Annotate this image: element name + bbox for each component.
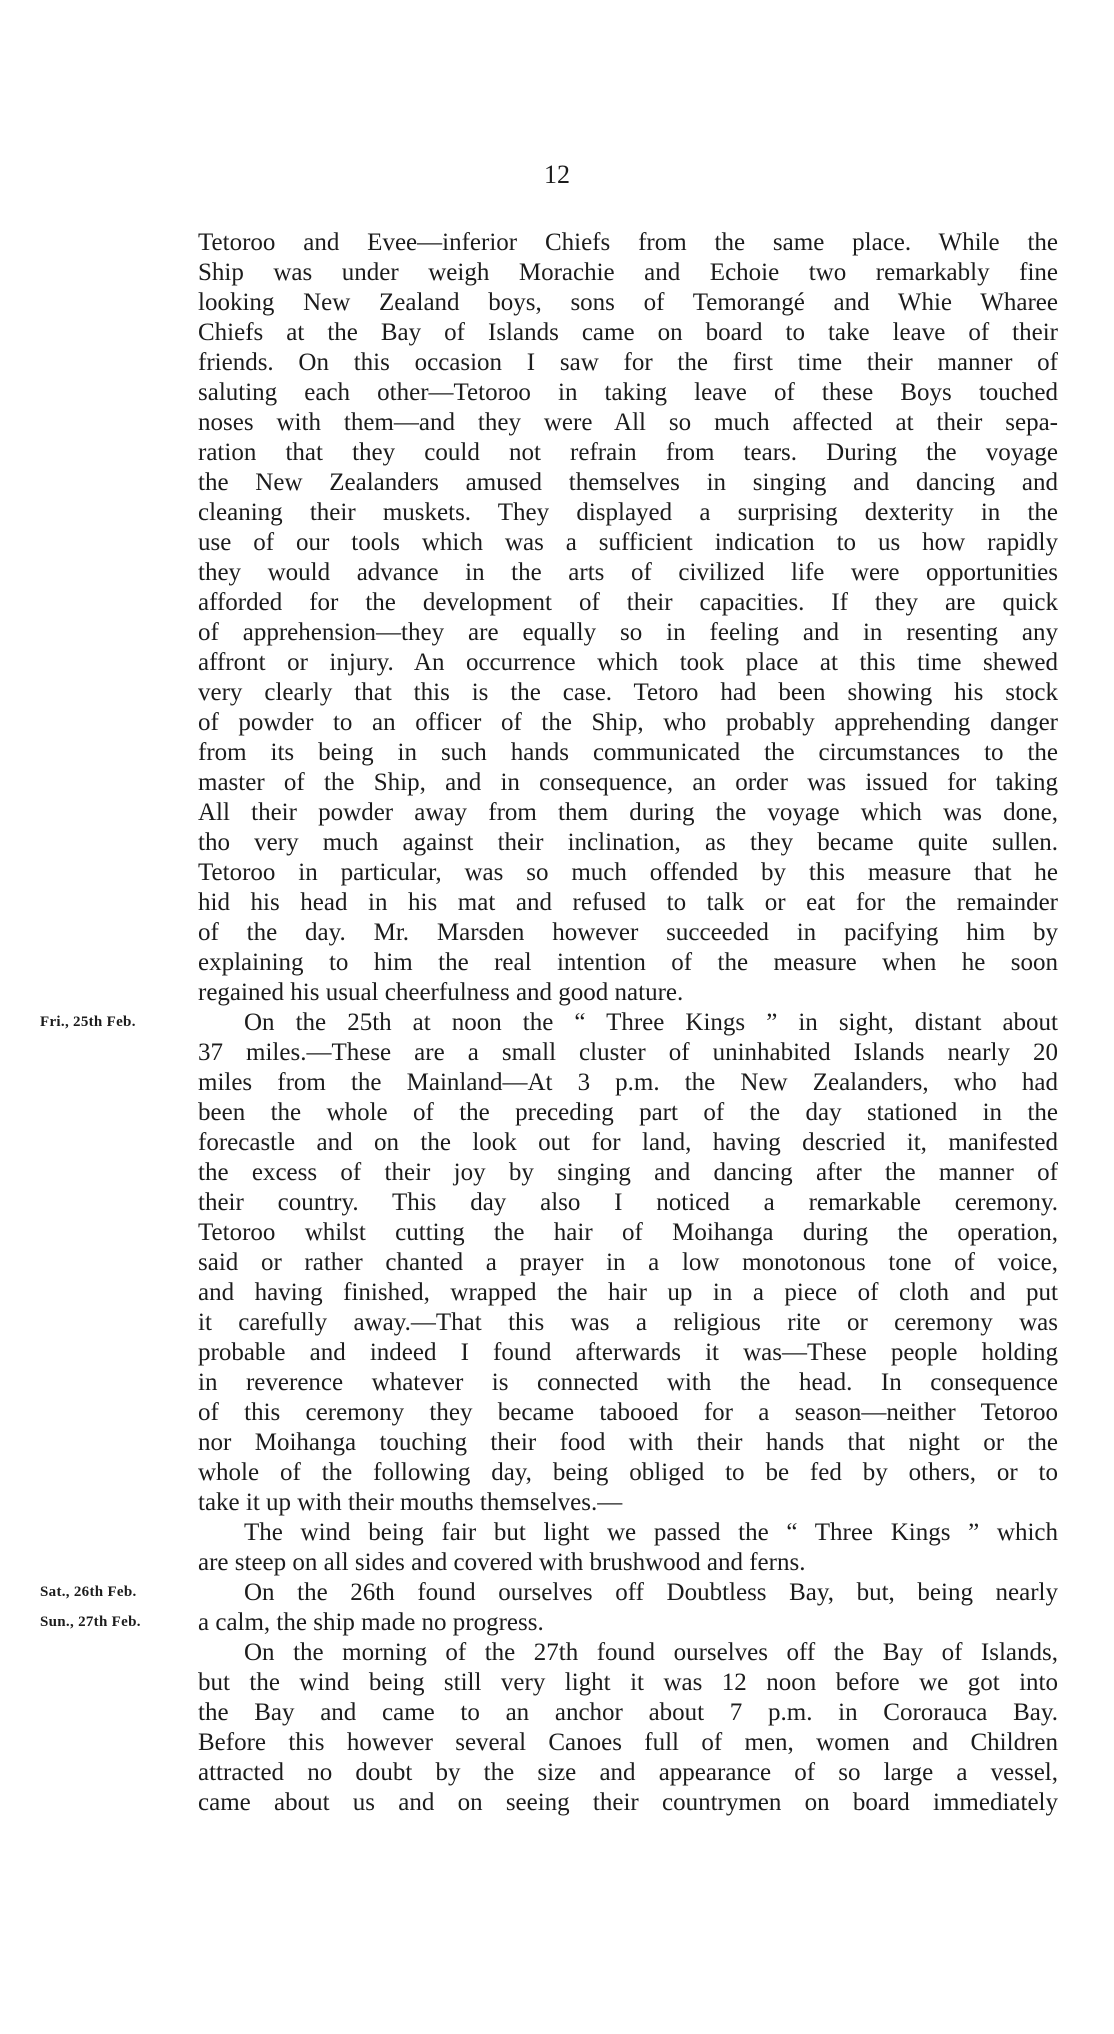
text-line: their country. This day also I noticed a remarkable ceremony. (198, 1189, 1058, 1216)
text-line: been the whole of the preceding part of the day stationed in the (198, 1099, 1058, 1126)
text-line: from its being in such hands communicated the circumstances to the (198, 739, 1058, 766)
text-line: hid his head in his mat and refused to talk or eat for the remainder (198, 889, 1058, 916)
text-line: On the morning of the 27th found ourselves off the Bay of Islands, (244, 1639, 1058, 1666)
text-line: in reverence whatever is connected with the head. In consequence (198, 1369, 1058, 1396)
text-line: tho very much against their inclination, as they became quite sullen. (198, 829, 1058, 856)
text-line: of this ceremony they became tabooed for a season—neither Tetoroo (198, 1399, 1058, 1426)
text-line: and having finished, wrapped the hair up in a piece of cloth and put (198, 1279, 1058, 1306)
text-line: said or rather chanted a prayer in a low monotonous tone of voice, (198, 1249, 1058, 1276)
text-line: Before this however several Canoes full of men, women and Children (198, 1729, 1058, 1756)
text-line: forecastle and on the look out for land, having descried it, manifested (198, 1129, 1058, 1156)
margin-date-note: Sat., 26th Feb. (40, 1584, 137, 1600)
text-line: The wind being fair but light we passed the “ Three Kings ” which (244, 1519, 1058, 1546)
text-line: On the 26th found ourselves off Doubtless Bay, but, being nearly (244, 1579, 1058, 1606)
text-line: but the wind being still very light it was 12 noon before we got into (198, 1669, 1058, 1696)
text-line: the Bay and came to an anchor about 7 p.m. in Cororauca Bay. (198, 1699, 1058, 1726)
text-line: master of the Ship, and in consequence, an order was issued for taking (198, 769, 1058, 796)
text-line: noses with them—and they were All so much affected at their sepa- (198, 409, 1058, 436)
text-line: Chiefs at the Bay of Islands came on board to take leave of their (198, 319, 1058, 346)
text-line: miles from the Mainland—At 3 p.m. the New Zealanders, who had (198, 1069, 1058, 1096)
text-line: nor Moihanga touching their food with their hands that night or the (198, 1429, 1058, 1456)
text-line: a calm, the ship made no progress. (198, 1609, 544, 1636)
text-line: use of our tools which was a sufficient indication to us how rapidly (198, 529, 1058, 556)
text-line: Tetoroo and Evee—inferior Chiefs from the same place. While the (198, 229, 1058, 256)
text-line: came about us and on seeing their countrymen on board immediately (198, 1789, 1058, 1816)
text-line: of the day. Mr. Marsden however succeeded in pacifying him by (198, 919, 1058, 946)
text-line: friends. On this occasion I saw for the first time their manner of (198, 349, 1058, 376)
text-line: 37 miles.—These are a small cluster of uninhabited Islands nearly 20 (198, 1039, 1058, 1066)
text-line: are steep on all sides and covered with brushwood and ferns. (198, 1549, 806, 1576)
text-line: very clearly that this is the case. Tetoro had been showing his stock (198, 679, 1058, 706)
body-text (198, 228, 1058, 1818)
text-line: On the 25th at noon the “ Three Kings ” in sight, distant about (244, 1009, 1058, 1036)
text-line: Tetoroo in particular, was so much offended by this measure that he (198, 859, 1058, 886)
margin-date-note: Fri., 25th Feb. (40, 1014, 136, 1030)
text-line: it carefully away.—That this was a religious rite or ceremony was (198, 1309, 1058, 1336)
text-line: the excess of their joy by singing and dancing after the manner of (198, 1159, 1058, 1186)
text-line: afforded for the development of their capacities. If they are quick (198, 589, 1058, 616)
margin-date-note: Sun., 27th Feb. (40, 1614, 141, 1630)
text-line: regained his usual cheerfulness and good nature. (198, 979, 684, 1006)
text-line: the New Zealanders amused themselves in singing and dancing and (198, 469, 1058, 496)
text-line: of powder to an officer of the Ship, who probably apprehending danger (198, 709, 1058, 736)
text-line: whole of the following day, being obliged to be fed by others, or to (198, 1459, 1058, 1486)
text-line: affront or injury. An occurrence which took place at this time shewed (198, 649, 1058, 676)
text-line: looking New Zealand boys, sons of Temorangé and Whie Wharee (198, 289, 1058, 316)
text-line: ration that they could not refrain from tears. During the voyage (198, 439, 1058, 466)
text-line: saluting each other—Tetoroo in taking leave of these Boys touched (198, 379, 1058, 406)
text-line: Tetoroo whilst cutting the hair of Moihanga during the operation, (198, 1219, 1058, 1246)
text-line: take it up with their mouths themselves.— (198, 1489, 623, 1516)
text-line: they would advance in the arts of civilized life were opportunities (198, 559, 1058, 586)
text-line: of apprehension—they are equally so in feeling and in resenting any (198, 619, 1058, 646)
text-line: explaining to him the real intention of the measure when he soon (198, 949, 1058, 976)
text-line: cleaning their muskets. They displayed a surprising dexterity in the (198, 499, 1058, 526)
text-line: probable and indeed I found afterwards it was—These people holding (198, 1339, 1058, 1366)
page-number: 12 (544, 160, 570, 189)
text-line: All their powder away from them during the voyage which was done, (198, 799, 1058, 826)
text-line: attracted no doubt by the size and appearance of so large a vessel, (198, 1759, 1058, 1786)
text-line: Ship was under weigh Morachie and Echoie two remarkably fine (198, 259, 1058, 286)
